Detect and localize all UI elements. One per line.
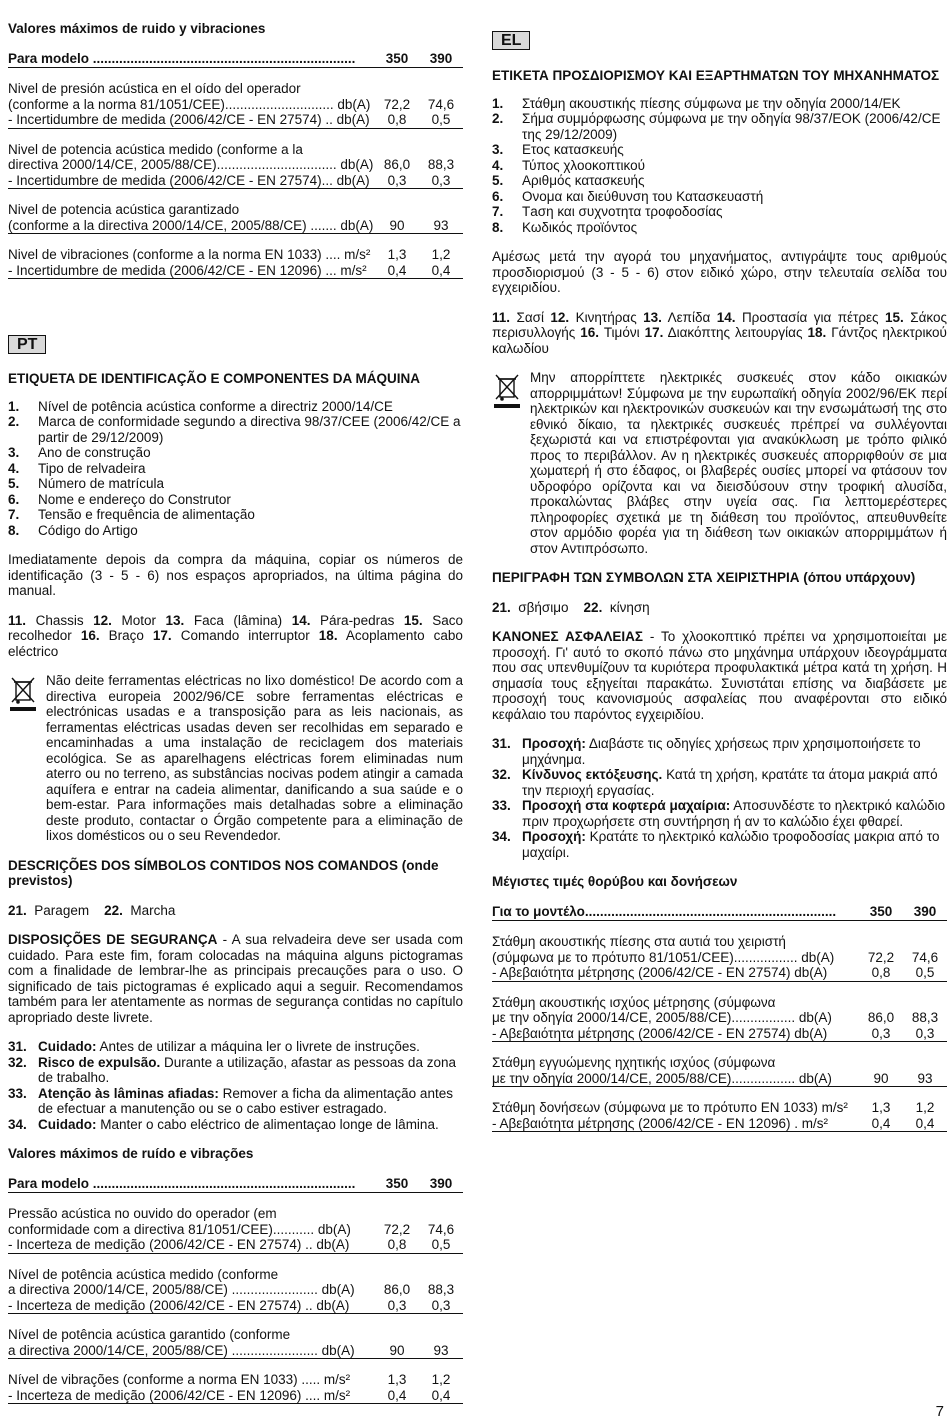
value-390: 1,2 (431, 1372, 451, 1387)
es-noise-title: Valores máximos de ruido y vibraciones (8, 21, 266, 36)
table-row (8, 142, 463, 158)
row-label: Στάθμη εγγυώμενης ηχητικής ισχύος (σύμφωνα (492, 1055, 776, 1070)
symbol-name: κίνηση (609, 599, 650, 615)
table-row (8, 202, 463, 218)
row-label: - Αβεβαιότητα μέτρησης (2006/42/CE - EN 12096) . m/s² (492, 1115, 828, 1131)
item-number: 4. (8, 460, 20, 476)
item-text: Ονομα και διεύθυνση του Κατασκευαστή (522, 188, 764, 204)
item-number: 4. (492, 157, 504, 173)
table-row (8, 1267, 463, 1283)
el-weee-text: Μην απορρίπτετε ηλεκτρικές συσκευές στον κάδο οικιακών απορριμμάτων! Σύμφωνα με την ευρωπαϊκή οδηγία 2002/96/ΕΚ περί ηλεκτρικών και ηλεκτρονικών συσκευών και την ενσωμάτωσή της στο εθνικό δίκαιο, τα ηλεκτρικές συσκευές πρέπρεί να συλλέγονται ξεχωριστά και να επιστρέφονται για ανακύκλωση με τρόπο φιλικό προς το περιβάλλον. Αν η ηλεκτρικές συσκευές απορριφθούν σε μια χωματερή ή στο έδαφος, οι βλαβερές ουσίες μπορεί να φτάσουν τον υδροφόρο ορίζοντα και να διεισδύσουν στην τροφική αλυσίδα, προκαλώντας βλάβες στην υγεία σας. Για λεπτομερέστερες πληροφορίες σχετικά με τη διάθεση του προϊόντος, απευθυνθείτε στον αρμόδιο φορέα για τη διάθεση των οικιακών απορριμμάτων ή στον Αντιπρόσωπο. (530, 370, 947, 556)
row-label: Nivel de vibraciones (conforme a la norma EN 1033) .... m/s² (8, 247, 371, 262)
value-390: 0,5 (431, 112, 451, 127)
safety-bold: Προσοχή: (522, 829, 586, 844)
value-390: 1,2 (431, 247, 451, 262)
table-group (8, 142, 463, 190)
row-label: (conforme a la directiva 2000/14/CE, 2005/88/CE) ....... db(A) (8, 217, 374, 233)
value-390: 0,4 (431, 262, 451, 278)
item-number: 2. (492, 111, 504, 126)
pt-noise-section (8, 1146, 463, 1404)
table-row (8, 1237, 463, 1254)
value-390: 74,6 (911, 949, 939, 965)
row-label: - Incertidumbre de medida (2006/42/CE - EN 27574) .. db(A) (8, 112, 370, 127)
table-row (492, 1100, 947, 1116)
safety-item (8, 1086, 463, 1117)
row-label: - Incerteza de medição (2006/42/CE - EN 12096) .... m/s² (8, 1387, 351, 1403)
table-row (8, 1388, 463, 1405)
el-weee-block (492, 370, 947, 556)
value-350: 72,2 (383, 96, 411, 112)
item-number: 6. (492, 188, 504, 204)
table-header-row (492, 904, 947, 922)
component-name: Διακόπτης λειτουργίας (667, 325, 803, 340)
component-name: Saco recolhedor (8, 612, 463, 643)
component-number: 15. (885, 309, 904, 325)
row-label: (conforme a la norma 81/1051/CEE)............................. db(A) (8, 96, 371, 112)
el-safety-list (492, 736, 947, 860)
item-number: 8. (8, 522, 20, 538)
safety-text (38, 1117, 463, 1133)
table-group (8, 81, 463, 129)
value-350: 0,8 (871, 965, 891, 980)
list-item (492, 189, 947, 205)
value-350: 0,4 (387, 262, 407, 278)
pt-noise-table (8, 1176, 463, 1405)
item-number: 5. (492, 173, 504, 188)
table-row (8, 1343, 463, 1360)
list-item (492, 204, 947, 220)
item-number: 2. (8, 414, 20, 429)
row-label: directiva 2000/14/CE, 2005/88/CE)................................ db(A) (8, 157, 374, 172)
item-text: Nome e endereço do Construtor (38, 491, 231, 507)
pt-safety-text: - A sua relvadeira deve ser usada com cuidado. Para este fim, foram colocadas na máquina alguns pictogramas com a finalidade de lembrar-lhe as principais precauções para o uso. O significado de tais pictogramas é explicado aqui a seguir. Recomendamos também para ler atentamente as normas de segurança contidas no capítulo apropriado deste livrete. (8, 932, 463, 1025)
component-name: Σασί (516, 309, 544, 325)
component-number: 11. (492, 309, 511, 325)
list-item (492, 111, 947, 142)
safety-text (522, 736, 947, 767)
item-text: Στάθμη ακουστικής πίεσης σύμφωνα με την οδηγία 2000/14/ΕΚ (522, 95, 901, 111)
es-noise-table (8, 51, 463, 280)
safety-item (8, 1039, 463, 1055)
safety-text (38, 1055, 463, 1086)
row-label: Nível de potência acústica garantido (conforme (8, 1327, 291, 1342)
value-390: 0,5 (915, 965, 935, 980)
item-number: 7. (492, 204, 504, 219)
pt-after-purchase: Imediatamente depois da compra da máquina, copiar os números de identificação (3 - 5 - 6) nos espaços apropriados, na última página do manual. (8, 552, 463, 598)
left-column (8, 0, 463, 1404)
safety-rest: Κατά τη χρήση, κρατάτε τα άτομα μακριά από την περιοχή εργασίας. (522, 767, 938, 798)
safety-item (492, 829, 947, 860)
table-group (8, 247, 463, 279)
value-390: 0,4 (431, 1387, 451, 1403)
component-number: 12. (550, 309, 570, 325)
value-390: 0,3 (431, 172, 451, 188)
pt-safety-title: DISPOSIÇÕES DE SEGURANÇA (8, 932, 218, 947)
item-text: Ετος κατασκευής (522, 142, 624, 157)
model-390-header: 390 (429, 1175, 453, 1191)
item-number: 3. (8, 445, 20, 460)
safety-number: 33. (8, 1085, 27, 1101)
row-label: Pressão acústica no ouvido do operador (em (8, 1206, 277, 1221)
item-text: Αριθμός κατασκευής (522, 173, 645, 188)
component-name: Κινητήρας (575, 309, 637, 325)
value-390: 93 (433, 217, 449, 233)
table-row (492, 1055, 947, 1071)
symbol-name: σβήσιμο (518, 599, 569, 615)
safety-number: 31. (8, 1039, 27, 1054)
model-390-header: 390 (913, 903, 937, 919)
item-text: Σήμα συμμόρφωσης σύμφωνα με την οδηγία 98/37/ΕΟΚ (2006/42/CE της 29/12/2009) (522, 111, 941, 142)
pt-language-badge: PT (8, 335, 46, 354)
el-noise-title: Μέγιστες τιμές θορύβου και δονήσεων (492, 874, 738, 889)
value-350: 0,4 (387, 1387, 407, 1403)
row-label: - Incerteza de medição (2006/42/CE - EN 27574) .. db(A) (8, 1297, 350, 1313)
list-item (8, 445, 463, 461)
component-number: 17. (644, 325, 664, 340)
table-row (8, 81, 463, 97)
list-item (492, 173, 947, 189)
list-item (8, 476, 463, 492)
value-350: 72,2 (867, 949, 895, 965)
row-label: Nivel de potencia acústica medido (conforme a la (8, 141, 303, 157)
model-350-header: 350 (385, 50, 409, 66)
table-group (8, 1372, 463, 1404)
pt-safety-list (8, 1039, 463, 1132)
table-header-row (8, 51, 463, 69)
pt-symbols (8, 903, 463, 919)
table-header-label: Para modelo ...................................................................... (8, 50, 356, 66)
value-390: 88,3 (427, 157, 455, 172)
el-after-purchase: Αμέσως μετά την αγορά του μηχανήματος, αντιγράψτε τους αριθμούς προσδιορισμού (3 - 5 - 6) στον ειδικό χώρο, στην τελευταία σελίδα του εγχειριδίου. (492, 249, 947, 295)
pt-safety (8, 932, 463, 1025)
safety-bold: Risco de expulsão. (38, 1054, 161, 1070)
row-label: με την οδηγία 2000/14/CE, 2005/88/CE)................. db(A) (492, 1070, 832, 1086)
safety-item (492, 736, 947, 767)
symbol-name: Marcha (130, 902, 176, 918)
safety-text (522, 798, 947, 829)
table-group (492, 1055, 947, 1087)
value-350: 86,0 (383, 1282, 411, 1297)
el-heading: ΕΤΙΚΕΤΑ ΠΡΟΣΔΙΟΡΙΣΜΟΥ ΚΑΙ ΕΞΑΡΤΗΜΑΤΩΝ ΤΟΥ ΜΗΧΑΝΗΜΑΤΟΣ (492, 68, 940, 83)
item-text: Marca de conformidade segundo a directiva 98/37/CEE (2006/42/CE a partir de 29/12/2009) (38, 414, 461, 445)
value-390: 0,3 (915, 1025, 935, 1041)
list-item (492, 220, 947, 236)
item-text: Ano de construção (38, 445, 151, 460)
safety-bold: Cuidado: (38, 1116, 97, 1132)
table-row (8, 97, 463, 113)
value-350: 86,0 (383, 157, 411, 172)
table-row (8, 157, 463, 173)
value-390: 0,5 (431, 1237, 451, 1252)
list-item (492, 158, 947, 174)
item-number: 6. (8, 491, 20, 507)
list-item (8, 507, 463, 523)
component-name: Braço (108, 628, 144, 643)
table-header-label: Para modelo ...................................................................... (8, 1175, 356, 1191)
table-row (492, 1010, 947, 1026)
item-text: Nível de potência acústica conforme a directriz 2000/14/CE (38, 398, 393, 414)
pt-noise-title: Valores máximos de ruído e vibrações (8, 1146, 254, 1161)
row-label: με την οδηγία 2000/14/CE, 2005/88/CE)................. db(A) (492, 1010, 832, 1025)
pt-weee-text: Não deite ferramentas eléctricas no lixo doméstico! De acordo com a directiva europeia 2002/96/CE sobre ferramentas eléctricas e electrónicas usadas e a transposição para as leis nacionais, as ferramentas eléctricas usadas deven ser recolhidas em separado e encaminhadas a uma instalação de reciclagem dos materiais ecológica. Se as aparelhagens eléctricas forem eliminadas num aterro ou no terreno, as substâncias nocivas podem atingir a camada aquífera e entrar na cadeia alimentar, danificando a sua saúde e o bem-estar. Para informações mais detalhadas sobre a eliminação deste produto, contactar o Órgão competente para a eliminação de lixos domésticos ou o seu Revendedor. (46, 673, 463, 843)
component-name: Motor (121, 612, 156, 628)
safety-number: 33. (492, 798, 511, 813)
value-390: 88,3 (911, 1010, 939, 1025)
safety-text (38, 1039, 463, 1055)
pt-label-list (8, 399, 463, 539)
row-label: a directiva 2000/14/CE, 2005/88/CE) ....................... db(A) (8, 1342, 355, 1358)
list-item (492, 96, 947, 112)
component-number: 15. (403, 612, 423, 628)
pt-section (8, 335, 463, 1132)
safety-bold: Προσοχή: (522, 736, 586, 751)
safety-number: 34. (492, 829, 511, 844)
model-390-header: 390 (429, 50, 453, 66)
value-390: 0,4 (915, 1115, 935, 1131)
component-number: 14. (716, 309, 736, 325)
item-text: Τaση και συχνoτητα τροφοδοσίας (522, 204, 723, 219)
value-350: 0,4 (871, 1115, 891, 1131)
symbol-number: 22. (583, 599, 603, 615)
item-text: Κωδικός προϊόντος (522, 219, 638, 235)
list-item (8, 523, 463, 539)
pt-symbols-heading: DESCRIÇÕES DOS SÍMBOLOS CONTIDOS NOS COMANDOS (onde previstos) (8, 857, 439, 888)
row-label: - Αβεβαιότητα μέτρησης (2006/42/CE - EN 27574) db(A) (492, 1025, 828, 1041)
symbol-name: Paragem (34, 902, 90, 918)
safety-item (8, 1055, 463, 1086)
row-label: conformidade com a directiva 81/1051/CEE)........... db(A) (8, 1221, 351, 1237)
item-number: 7. (8, 507, 20, 522)
table-row (492, 950, 947, 966)
component-number: 18. (318, 628, 338, 643)
table-row (8, 218, 463, 235)
symbol-number: 21. (8, 902, 27, 918)
table-row (492, 1026, 947, 1043)
value-390: 88,3 (427, 1282, 455, 1297)
component-number: 12. (93, 612, 112, 628)
list-item (8, 399, 463, 415)
safety-number: 32. (8, 1054, 27, 1070)
pt-weee-block (8, 673, 463, 844)
value-350: 1,3 (387, 247, 407, 262)
value-350: 0,8 (387, 1237, 407, 1252)
component-name: Comando interruptor (180, 628, 310, 643)
item-number: 3. (492, 142, 504, 157)
safety-rest: Durante a utilização, afastar as pessoas da zona de trabalho. (38, 1054, 456, 1085)
table-row (8, 1282, 463, 1298)
item-text: Número de matrícula (38, 476, 165, 491)
crossed-bin-icon (8, 673, 46, 844)
table-row (492, 965, 947, 982)
row-label: - Incerteza de medição (2006/42/CE - EN 27574) .. db(A) (8, 1237, 350, 1252)
table-group (492, 995, 947, 1043)
component-number: 17. (152, 628, 172, 643)
right-column (492, 0, 947, 1132)
table-group (8, 1327, 463, 1359)
row-label: (σύμφωνα με το πρότυπο 81/1051/CEE)................. db(A) (492, 949, 835, 965)
item-number: 1. (8, 398, 20, 414)
component-number: 13. (643, 309, 662, 325)
row-label: - Incertidumbre de medida (2006/42/CE - EN 27574)... db(A) (8, 172, 370, 188)
value-350: 0,3 (387, 172, 407, 188)
row-label: - Αβεβαιότητα μέτρησης (2006/42/CE - EN 27574) db(A) (492, 965, 828, 980)
row-label: Nivel de potencia acústica garantizado (8, 202, 240, 217)
value-350: 90 (389, 1342, 405, 1358)
model-350-header: 350 (385, 1175, 409, 1191)
table-row (8, 1206, 463, 1222)
value-350: 90 (389, 217, 405, 233)
value-390: 0,3 (431, 1297, 451, 1313)
item-number: 8. (492, 219, 504, 235)
safety-number: 31. (492, 736, 511, 751)
item-text: Τύπος χλοοκοπτικού (522, 157, 646, 173)
table-header-label: Για το μοντέλο................................................................... (492, 903, 837, 919)
list-item (492, 142, 947, 158)
row-label: Nivel de presión acústica en el oído del operador (8, 81, 301, 96)
crossed-bin-icon (492, 370, 530, 556)
safety-rest: Αποσυνδέστε το ηλεκτρικό καλώδιο πριν προχωρήσετε στη συντήρηση ή αν το καλώδιο έχει φθαρεί. (522, 798, 946, 829)
safety-text (522, 767, 947, 798)
component-number: 16. (80, 628, 100, 643)
table-group (8, 202, 463, 234)
model-350-header: 350 (869, 903, 893, 919)
safety-rest: Antes de utilizar a máquina ler o livrete de instruções. (96, 1039, 420, 1054)
component-name: Pára-pedras (320, 612, 395, 628)
item-text: Tensão e frequência de alimentação (38, 507, 255, 522)
safety-text (522, 829, 947, 860)
value-390: 74,6 (427, 1221, 455, 1237)
safety-rest: Κρατάτε το ηλεκτρικό καλώδιο τροφοδοσίας μακρια από το μαχαίρι. (522, 829, 940, 860)
item-text: Código do Artigo (38, 522, 138, 538)
component-name: Προστασία για πέτρες (741, 309, 879, 325)
component-number: 14. (291, 612, 311, 628)
el-noise-section (492, 874, 947, 1132)
safety-bold: Κίνδυνος εκτόξευσης. (522, 767, 663, 782)
table-row (8, 173, 463, 190)
el-noise-table (492, 904, 947, 1133)
safety-rest: Manter o cabo eléctrico de alimentaçao longe de lâmina. (96, 1116, 439, 1132)
row-label: Στάθμη ακουστικής πίεσης στα αυτιά του χειριστή (492, 934, 786, 949)
table-row (492, 1071, 947, 1088)
table-row (8, 1222, 463, 1238)
safety-rest: Remover a ficha da alimentação antes de efectuar a manutenção ou se o cabo estiver estragado. (38, 1085, 453, 1116)
table-group (492, 934, 947, 982)
component-number: 16. (580, 325, 600, 340)
component-number: 18. (807, 325, 827, 340)
el-language-badge: EL (492, 31, 530, 50)
el-safety-text: - Το χλοοκοπτικό πρέπει να χρησιμοποιείται με προσοχή. Γι' αυτό το σκοπό πάνω στο μηχάνημα υπάρχουν ιδεογράμματα που σας υπενθυμίζουν τα κυριότερα προφυλακτικά μέτρα κατά τη χρήση. Η σημασία τους εξηγείται παρακάτω. Συνιστάται επίσης να διαβάσετε με προσοχή τους κανονισμούς ασφαλείας που αναφέρονται στο ειδικό κεφάλαιο του παρόντος εγχειριδίου. (492, 629, 947, 722)
el-components (492, 310, 947, 357)
value-390: 93 (433, 1342, 449, 1358)
page-number: 7 (935, 1402, 944, 1420)
list-item (8, 492, 463, 508)
row-label: Στάθμη ακουστικής ισχύος μέτρησης (σύμφωνα (492, 994, 776, 1010)
value-390: 93 (917, 1070, 933, 1086)
value-350: 0,3 (871, 1025, 891, 1041)
component-name: Acoplamento cabo eléctrico (8, 628, 463, 659)
component-name: Τιμόνι (603, 325, 640, 340)
el-safety (492, 629, 947, 722)
row-label: Nível de potência acústica medido (conforme (8, 1266, 279, 1282)
value-350: 90 (873, 1070, 889, 1086)
safety-rest: Διαβάστε τις οδηγίες χρήσεως πριν χρησιμοποιήσετε το μηχάνημα. (522, 736, 921, 767)
safety-item (8, 1117, 463, 1133)
safety-bold: Προσοχή στα κοφτερά μαχαίρια: (522, 798, 731, 813)
table-group (8, 1206, 463, 1254)
el-symbols-heading: ΠΕΡΙΓΡΑΦΗ ΤΩΝ ΣΥΜΒΟΛΩΝ ΣΤΑ ΧΕΙΡΙΣΤΗΡΙΑ (όπου υπάρχουν) (492, 570, 916, 585)
es-noise-section (8, 21, 463, 279)
table-row (8, 1298, 463, 1315)
component-number: 11. (8, 612, 27, 628)
safety-item (492, 798, 947, 829)
table-row (492, 1116, 947, 1133)
el-label-list (492, 96, 947, 236)
component-name: Γάντζος ηλεκτρικού καλωδίου (492, 325, 947, 356)
list-item (8, 414, 463, 445)
item-number: 5. (8, 476, 20, 491)
el-safety-title: ΚΑΝΟΝΕΣ ΑΣΦΑΛΕΙΑΣ (492, 629, 643, 644)
table-group (8, 1267, 463, 1315)
table-header-row (8, 1176, 463, 1194)
component-name: Σάκος περισυλλογής (492, 309, 947, 340)
value-390: 1,2 (915, 1100, 935, 1115)
row-label: Nível de vibrações (conforme a norma EN 1033) ..... m/s² (8, 1372, 351, 1387)
list-item (8, 461, 463, 477)
safety-number: 34. (8, 1116, 27, 1132)
el-symbols (492, 600, 947, 616)
el-section (492, 31, 947, 860)
table-row (8, 112, 463, 129)
pt-heading: ETIQUETA DE IDENTIFICAÇÃO E COMPONENTES DA MÁQUINA (8, 371, 421, 386)
table-group (492, 1100, 947, 1132)
component-name: Faca (lâmina) (193, 612, 283, 628)
value-350: 1,3 (387, 1372, 407, 1387)
safety-item (492, 767, 947, 798)
item-text: Tipo de relvadeira (38, 460, 146, 476)
safety-bold: Cuidado: (38, 1039, 97, 1054)
row-label: Στάθμη δονήσεων (σύμφωνα με το πρότυπο EN 1033) m/s² (492, 1100, 848, 1115)
value-350: 0,8 (387, 112, 407, 127)
pt-components (8, 613, 463, 660)
table-row (8, 263, 463, 280)
row-label: a directiva 2000/14/CE, 2005/88/CE) ....................... db(A) (8, 1282, 355, 1297)
safety-number: 32. (492, 767, 511, 782)
table-row (8, 1327, 463, 1343)
component-number: 13. (165, 612, 185, 628)
component-name: Λεπίδα (667, 309, 711, 325)
table-row (8, 1372, 463, 1388)
table-row (492, 934, 947, 950)
item-number: 1. (492, 95, 504, 111)
safety-bold: Atenção às lâminas afiadas: (38, 1085, 219, 1101)
value-350: 0,3 (387, 1297, 407, 1313)
value-350: 1,3 (871, 1100, 891, 1115)
value-390: 74,6 (427, 96, 455, 112)
safety-text (38, 1086, 463, 1117)
table-row (492, 995, 947, 1011)
table-row (8, 247, 463, 263)
component-name: Chassis (35, 612, 84, 628)
symbol-number: 21. (492, 599, 511, 615)
symbol-number: 22. (104, 902, 123, 918)
value-350: 72,2 (383, 1221, 411, 1237)
value-350: 86,0 (867, 1010, 895, 1025)
row-label: - Incertidumbre de medida (2006/42/CE - EN 12096) ... m/s² (8, 262, 367, 278)
